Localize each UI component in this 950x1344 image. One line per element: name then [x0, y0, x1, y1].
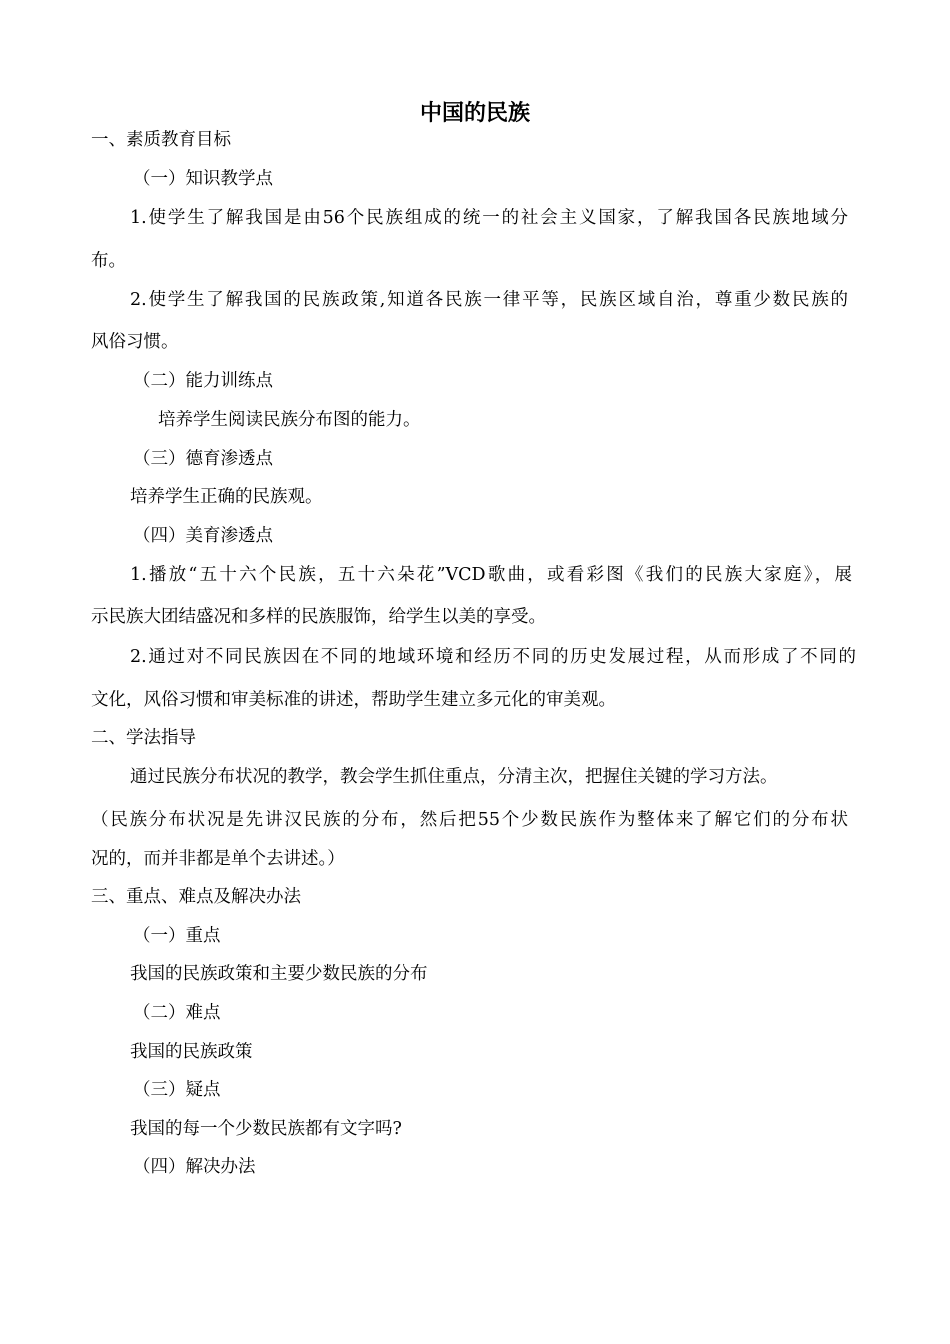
page-title: 中国的民族 [419, 101, 530, 126]
section-heading-goals: 一、素质教育目标 [91, 130, 231, 150]
subsection-heading: （一）重点 [133, 926, 221, 946]
paragraph-line: 况的，而并非都是单个去讲述。） [91, 849, 345, 869]
paragraph-line: 培养学生正确的民族观。 [130, 487, 323, 507]
paragraph-line: 培养学生阅读民族分布图的能力。 [158, 410, 421, 430]
section-heading-focus: 三、重点、难点及解决办法 [91, 887, 301, 907]
subsection-heading: （二）难点 [133, 1003, 221, 1023]
paragraph-line: 我国的民族政策 [130, 1042, 253, 1062]
paragraph-line: 风俗习惯。 [91, 332, 179, 352]
paragraph-line: 文化，风俗习惯和审美标准的讲述，帮助学生建立多元化的审美观。 [91, 690, 616, 710]
subsection-heading: （四）解决办法 [133, 1157, 256, 1177]
paragraph-line: 我国的每一个少数民族都有文字吗? [130, 1119, 402, 1139]
subsection-heading: （二）能力训练点 [133, 371, 273, 391]
paragraph-line: 示民族大团结盛况和多样的民族服饰，给学生以美的享受。 [91, 607, 546, 627]
paragraph-line: 1.播放“五十六个民族，五十六朵花”VCD歌曲，或看彩图《我们的民族大家庭》，展 [130, 565, 852, 585]
paragraph-line: 1.使学生了解我国是由56个民族组成的统一的社会主义国家，了解我国各民族地域分 [130, 208, 848, 228]
paragraph-line: 通过民族分布状况的教学，教会学生抓住重点，分清主次，把握住关键的学习方法。 [130, 767, 778, 787]
subsection-heading: （四）美育渗透点 [133, 526, 273, 546]
subsection-heading: （一）知识教学点 [133, 169, 273, 189]
paragraph-line: 2.使学生了解我国的民族政策,知道各民族一律平等，民族区域自治，尊重少数民族的 [130, 290, 848, 310]
section-heading-study: 二、学法指导 [91, 728, 196, 748]
subsection-heading: （三）德育渗透点 [133, 449, 273, 469]
paragraph-line: 我国的民族政策和主要少数民族的分布 [130, 964, 428, 984]
paragraph-line: （民族分布状况是先讲汉民族的分布，然后把55个少数民族作为整体来了解它们的分布状 [91, 810, 848, 830]
subsection-heading: （三）疑点 [133, 1080, 221, 1100]
paragraph-line: 布。 [91, 251, 126, 271]
paragraph-line: 2.通过对不同民族因在不同的地域环境和经历不同的历史发展过程，从而形成了不同的 [130, 647, 856, 667]
